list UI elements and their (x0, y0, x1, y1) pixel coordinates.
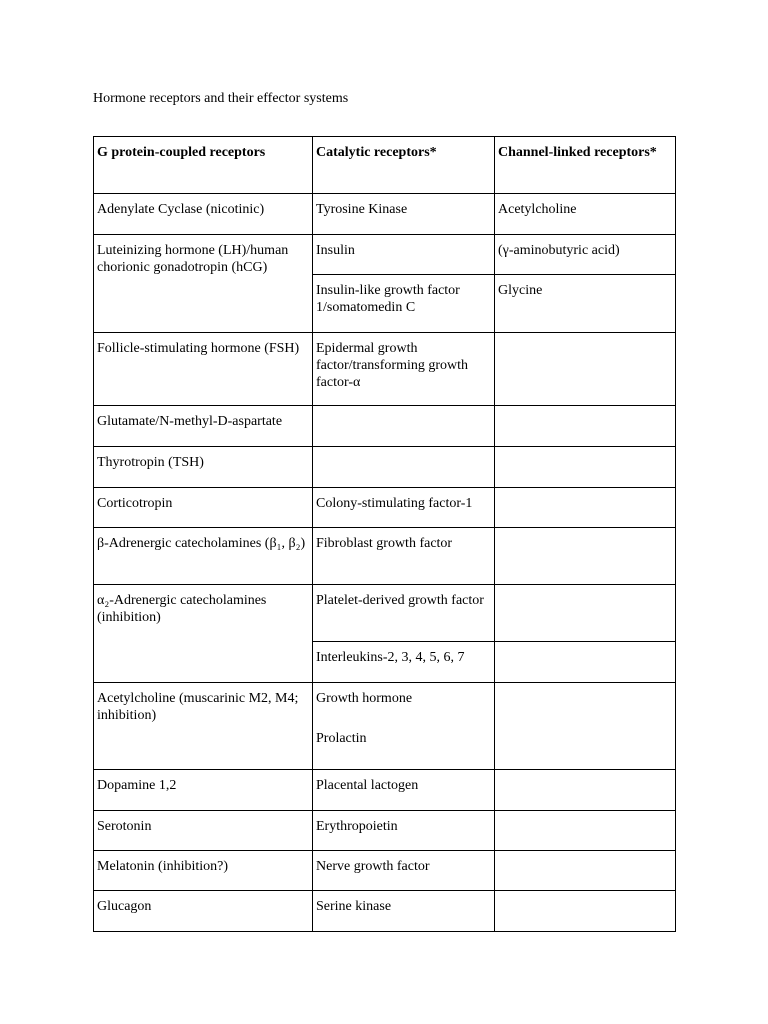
header-gpcr: G protein-coupled receptors (94, 137, 313, 194)
table-row (94, 406, 676, 447)
channel-cell (495, 447, 676, 488)
table-row (94, 585, 676, 642)
gpcr-cell: Dopamine 1,2 (94, 770, 313, 811)
table-row (94, 770, 676, 811)
table-row (94, 194, 676, 235)
gpcr-cell: Acetylcholine (muscarinic M2, M4; inhibition) (94, 683, 313, 770)
header-channel: Channel-linked receptors* (495, 137, 676, 194)
catalytic-cell: Serine kinase (313, 891, 495, 932)
document-title: Hormone receptors and their effector systems (93, 91, 349, 106)
table-row (94, 811, 676, 851)
catalytic-cell: Erythropoietin (313, 811, 495, 851)
catalytic-cell: Nerve growth factor (313, 851, 495, 891)
catalytic-cell (313, 406, 495, 447)
gpcr-cell: α₂-Adrenergic catecholamines (inhibition) (94, 585, 313, 683)
catalytic-cell: Insulin-like growth factor 1/somatomedin C (313, 275, 495, 333)
table-header-row (94, 137, 676, 194)
catalytic-entry: Prolactin (316, 731, 367, 746)
catalytic-cell: Fibroblast growth factor (313, 528, 495, 585)
table-row (94, 488, 676, 528)
table-row (94, 333, 676, 406)
header-catalytic: Catalytic receptors* (313, 137, 495, 194)
channel-cell (495, 891, 676, 932)
catalytic-cell (313, 447, 495, 488)
channel-cell (495, 528, 676, 585)
receptors-table (93, 136, 676, 932)
gpcr-cell: Thyrotropin (TSH) (94, 447, 313, 488)
catalytic-cell: Colony-stimulating factor-1 (313, 488, 495, 528)
table-row (94, 447, 676, 488)
channel-cell (495, 811, 676, 851)
catalytic-cell: Tyrosine Kinase (313, 194, 495, 235)
channel-cell (495, 683, 676, 770)
channel-cell (495, 406, 676, 447)
table-row (94, 235, 676, 275)
gpcr-cell: Glucagon (94, 891, 313, 932)
channel-cell (495, 770, 676, 811)
gpcr-cell: β-Adrenergic catecholamines (β₁, β₂) (94, 528, 313, 585)
channel-cell (495, 642, 676, 683)
table-row (94, 683, 676, 770)
catalytic-cell: Platelet-derived growth factor (313, 585, 495, 642)
table-row (94, 891, 676, 932)
channel-cell (495, 488, 676, 528)
catalytic-cell (313, 683, 495, 770)
channel-cell: Acetylcholine (495, 194, 676, 235)
channel-cell (495, 585, 676, 642)
catalytic-cell: Insulin (313, 235, 495, 275)
catalytic-cell: Epidermal growth factor/transforming growth factor-α (313, 333, 495, 406)
gpcr-cell: Glutamate/N-methyl-D-aspartate (94, 406, 313, 447)
catalytic-entry: Growth hormone (316, 691, 413, 706)
table-row (94, 851, 676, 891)
gpcr-cell: Melatonin (inhibition?) (94, 851, 313, 891)
channel-cell (495, 333, 676, 406)
channel-cell: Glycine (495, 275, 676, 333)
channel-cell (495, 851, 676, 891)
catalytic-cell: Placental lactogen (313, 770, 495, 811)
gpcr-cell: Serotonin (94, 811, 313, 851)
gpcr-cell: Adenylate Cyclase (nicotinic) (94, 194, 313, 235)
gpcr-cell: Follicle-stimulating hormone (FSH) (94, 333, 313, 406)
catalytic-cell: Interleukins-2, 3, 4, 5, 6, 7 (313, 642, 495, 683)
table-row (94, 528, 676, 585)
gpcr-cell: Luteinizing hormone (LH)/human chorionic gonadotropin (hCG) (94, 235, 313, 333)
channel-cell: (γ-aminobutyric acid) (495, 235, 676, 275)
gpcr-cell: Corticotropin (94, 488, 313, 528)
